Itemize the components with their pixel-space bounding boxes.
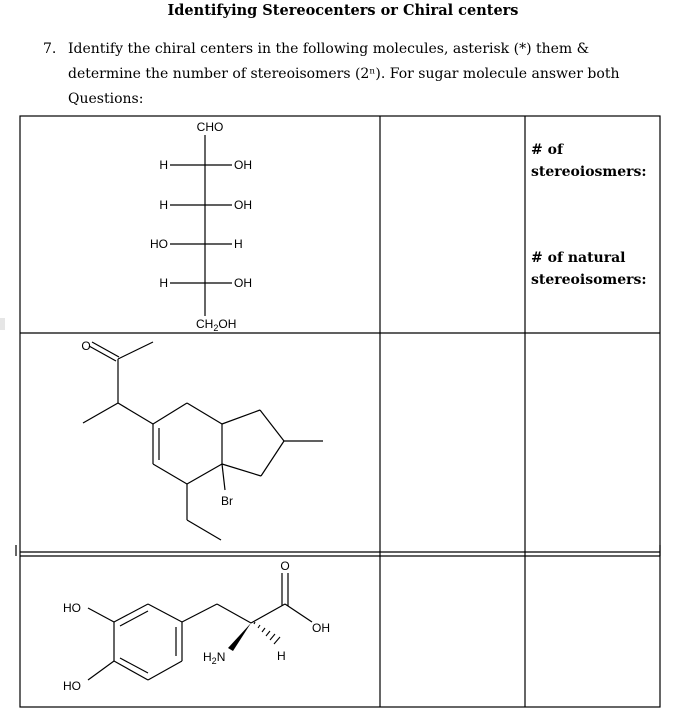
fischer-row3-left: HO <box>150 237 168 251</box>
fischer-row4-right: OH <box>234 276 252 290</box>
methyl-bond-ch <box>83 403 118 423</box>
question-line-3: Questions: <box>68 91 144 107</box>
question-line-1: Identify the chiral centers in the following molecules, asterisk (*) them & <box>68 41 590 57</box>
fischer-bottom-sub: 2 <box>213 323 219 333</box>
bond-to-ring <box>118 403 153 424</box>
fischer-row2-left: H <box>159 198 168 212</box>
bromine-label: Br <box>221 494 233 508</box>
ethyl-bond-2 <box>187 520 221 540</box>
natural-stereoisomers-label <box>531 247 647 291</box>
benzene-bond-1 <box>114 604 148 622</box>
methyl-bond-ketone <box>118 342 153 359</box>
molecule-dopa <box>63 559 330 693</box>
amine-label <box>203 650 225 666</box>
fischer-top-group: CHO <box>196 120 224 134</box>
fischer-row1-left: H <box>159 158 168 172</box>
benzene-double-3 <box>120 658 148 673</box>
hydroxyl-bottom-label: HO <box>63 679 81 693</box>
cyclopentane-bond-4 <box>222 464 261 476</box>
fischer-bottom-main: CH <box>196 317 214 331</box>
amine-wedge-bond <box>228 623 251 651</box>
molecule-bicyclic-bromide <box>81 339 323 540</box>
benzene-double-1 <box>120 611 148 626</box>
hydroxyl-top-label: HO <box>63 601 81 615</box>
benzene-bond-4 <box>148 661 182 680</box>
question-line-2: determine the number of stereoisomers (2ⁿ). For sugar molecule answer both <box>68 66 620 82</box>
question-number: 7. <box>43 41 57 57</box>
ring-bond-1 <box>153 403 187 424</box>
acid-hydroxyl-label: OH <box>312 621 330 635</box>
ketone-oxygen: O <box>81 339 91 353</box>
ho-bond-top <box>88 608 114 622</box>
table-grid <box>16 116 660 707</box>
fischer-row2-right: OH <box>234 198 252 212</box>
cyclopentane-bond-1 <box>222 410 260 424</box>
stereoisomers-label <box>531 139 647 183</box>
fischer-bottom-group <box>196 317 236 333</box>
stereoisomers-label-line-2: stereoiosmers: <box>531 164 647 180</box>
acid-oh-bond <box>285 604 312 622</box>
benzene-bond-2 <box>148 604 182 622</box>
fischer-row4-left: H <box>159 276 168 290</box>
ho-bond-bottom <box>88 661 114 680</box>
natural-label-line-1: # of natural <box>531 250 626 266</box>
stereoisomers-label-line-1: # of <box>531 142 563 158</box>
molecule-fischer-sugar <box>150 120 252 333</box>
hydrogen-hash-bond <box>254 622 280 644</box>
cyclopentane-bond-3 <box>261 441 284 476</box>
amine-main: H <box>203 650 212 664</box>
cyclopentane-bond-2 <box>260 410 284 441</box>
fischer-row3-right: H <box>234 237 243 251</box>
carboxyl-bond <box>251 604 285 623</box>
carbonyl-oxygen-label: O <box>280 559 290 573</box>
fischer-bottom-end: OH <box>218 317 237 331</box>
amine-end: N <box>216 650 226 664</box>
natural-label-line-2: stereoisomers: <box>531 272 647 288</box>
ring-bond-5 <box>153 464 187 484</box>
ring-bond-2 <box>187 403 222 424</box>
ring-bond-4 <box>187 464 222 484</box>
alpha-bond <box>217 604 251 623</box>
page-title: Identifying Stereocenters or Chiral centers <box>167 2 519 19</box>
bromine-bond <box>222 464 225 490</box>
ch2-bond <box>182 604 217 622</box>
amine-sub: 2 <box>211 656 217 666</box>
table-border <box>20 116 660 707</box>
fischer-row1-right: OH <box>234 158 252 172</box>
hydrogen-label: H <box>277 649 286 663</box>
